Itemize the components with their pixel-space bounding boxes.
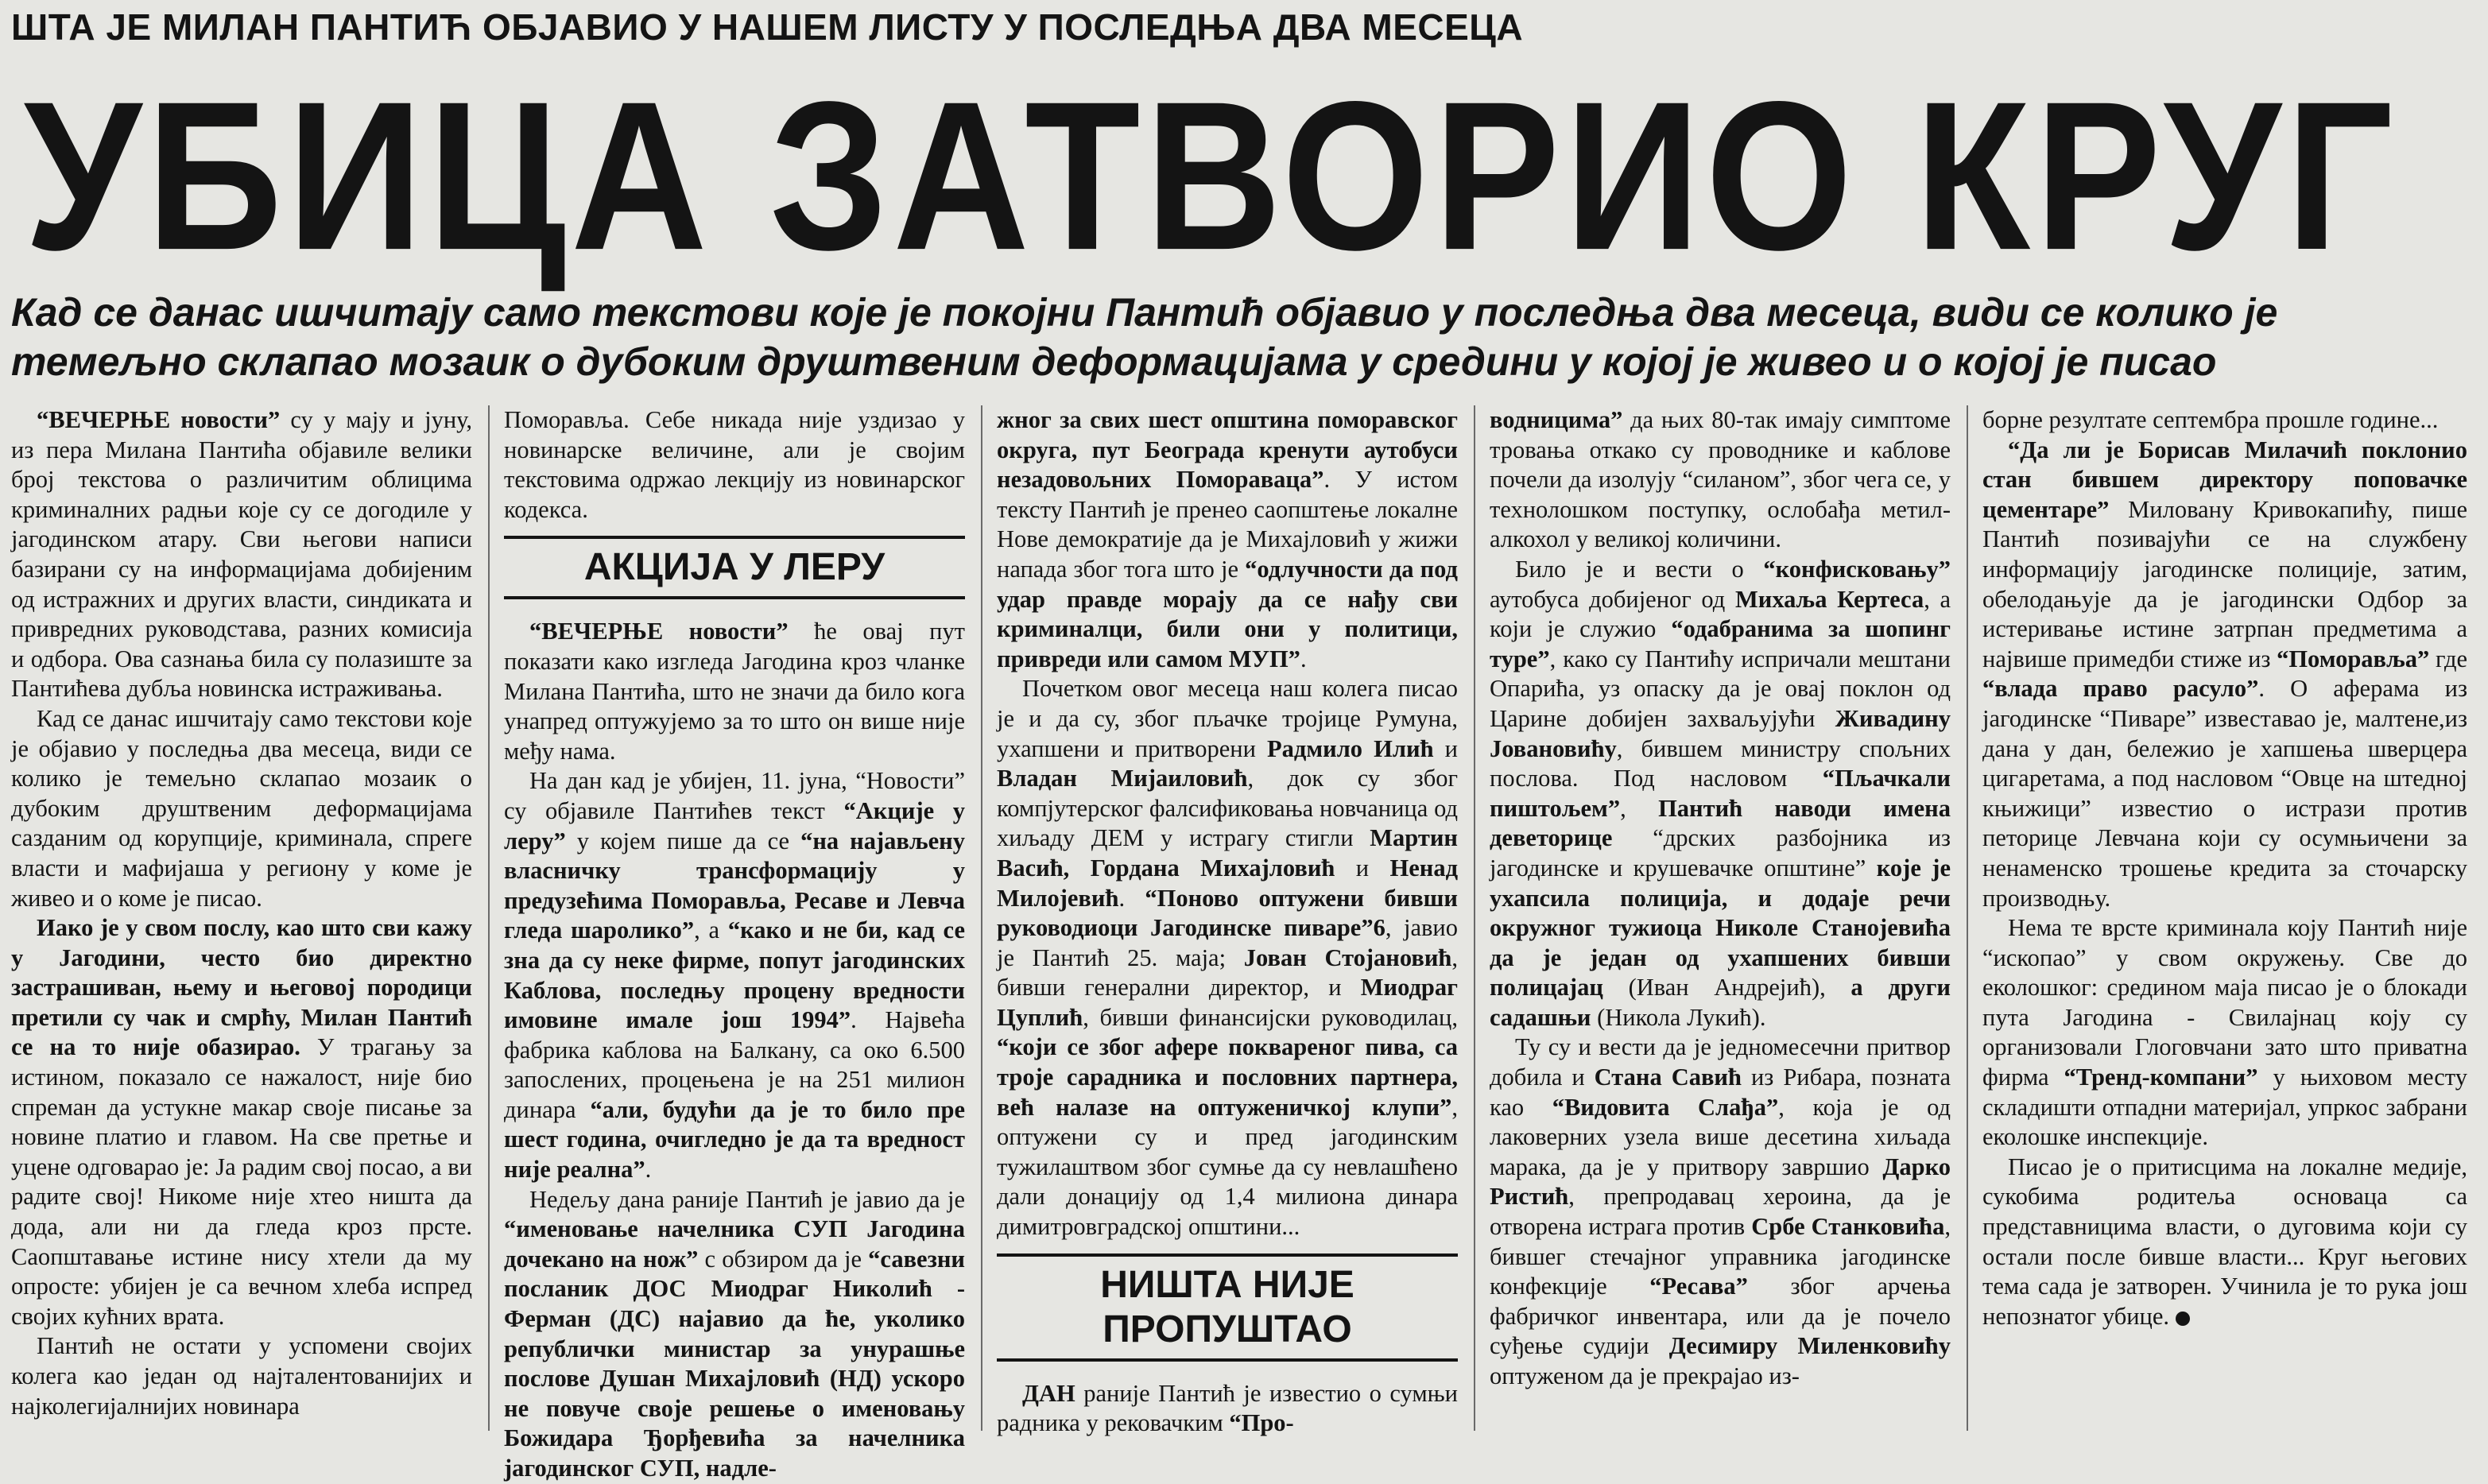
text: Недељу дана раније Пантић је јавио да је	[529, 1185, 965, 1213]
text: ,	[1620, 794, 1659, 822]
bold-text: “савезни посланик ДОС Миодраг Николић - Ферман (ДС) најавио да ће, уколико републички министар за унурашње послове Душан Михајловић (НД) ускоро не повуче своје решење о именовању Божидара Ђорђевића за начелника јагодинског СУП, надле-	[504, 1245, 965, 1482]
text: .	[1118, 884, 1145, 912]
bold-text: “Поморавља”	[2277, 645, 2430, 672]
bold-text: Ненад Милојевић	[997, 854, 1458, 912]
column-rule	[1474, 405, 1475, 1431]
subheading: АКЦИЈА У ЛЕРУ	[504, 536, 965, 599]
bold-text: “Ресава”	[1649, 1273, 1748, 1300]
paragraph: Кад се данас ишчитају само текстови које је објавио у последња два месеца, види се колико је темељно склапао мозаик о дубоким друштвеним деформацијама сазданим од корупције, криминала, спреге власти и мафијаша у региону у коме је живео и о коме је писао.	[11, 704, 472, 912]
paragraph	[504, 617, 965, 766]
text: .	[1300, 645, 1307, 672]
bold-text: Стана Савић	[1594, 1064, 1742, 1091]
column-rule	[488, 405, 490, 1431]
text: , а	[694, 916, 728, 944]
lead-in: “ВЕЧЕРЊЕ новости”	[529, 618, 789, 645]
paragraph: борне резултате септембра прошле године...	[1982, 406, 2439, 433]
text: (Иван Андрејић),	[1602, 974, 1851, 1002]
bold-text: жног за свих шест општина поморавског округа, пут Београда кренути аутобуси незадовољних Поморавaца”	[997, 406, 1458, 494]
bold-text: “Пљачкали пиштољем”	[1490, 765, 1951, 822]
lead-in: ДАН	[1022, 1379, 1075, 1407]
text: , како су Пантићу испричали мештани Опарића, уз опаску да је овај поклон од Царине добијен захваљујући	[1490, 645, 1951, 732]
paragraph-text: ће овај пут показати како изгледа Јагодина кроз чланке Милана Пантића, што не значи да било кога унапред оптужујемо за то што он више није међу нама.	[504, 618, 965, 765]
paragraph	[11, 913, 472, 1331]
bold-text: “одабранима за шопинг туре”	[1490, 615, 1951, 672]
text: , оптужени су и пред јагодинским тужилаштвом због сумње да су невлашћено дали донацију од 1,4 милиона динара димитровградској општини...	[997, 1093, 1458, 1241]
text: и	[1433, 734, 1458, 762]
text: , јавио је Пантић 25. маја;	[997, 914, 1458, 971]
text: Почетком овог месеца наш колега писао је и да су, због пљачке тројице Румуна, ухапшени и притворени	[997, 675, 1458, 762]
paragraph	[504, 766, 965, 1184]
bold-text: а други садашњи	[1490, 974, 1951, 1031]
paragraph	[997, 1379, 1458, 1439]
bold-text: Михаља Кертеса	[1734, 585, 1924, 613]
bold-text: “Да ли је Борисав Милачић поклонио стан бившем директору поповачке цементаре”	[1982, 436, 2467, 523]
text: “дрских разбојника из јагодинске и крушевачке општине”	[1490, 824, 1951, 881]
text: раније Пантић је известио о сумњи радника у рековачким	[997, 1379, 1458, 1437]
text: . Највећа фабрика каблова на Балкану, са око 6.500 запослених, процењена је на 251 милион динара	[504, 1006, 965, 1123]
subheading: НИШТА НИЈЕ ПРОПУШТАО	[997, 1253, 1458, 1362]
text: , бивши генерални директор, и	[997, 943, 1458, 1002]
bold-text: Мартин Васић, Гордана Михајловић	[997, 824, 1458, 881]
text: аутобуса добијеног од	[1490, 585, 1735, 613]
bold-text: “али, будући да је то било пре шест година, очигледно је да та вредност није реална”	[504, 1095, 965, 1184]
bold-text: Живадину Јовановићу	[1490, 704, 1951, 762]
column-1	[11, 405, 472, 1431]
text: Миловану Кривокапићу, пише Пантић позивајући се на службену информацију јагодинске полиције, затим, обелодањује да је јагодински Одбор за истеривање истине затрпан предметима а највише примедби стиже из	[1982, 495, 2467, 672]
paragraph-text: У трагању за истином, показало се нажалост, није био спреман да устукне макар своје писање за новине платио и главом. На све претње и уцене одговарао је: Ја радим свој посао, а ви радите свој! Никоме није хтео ништа да дода, али ни да гледа кроз прсте. Саопштавање истине нису хтели да му опросте: убијен је са вечном хлеба испред својих кућних врата.	[11, 1033, 473, 1330]
text: . О аферама из јагодинске “Пиваре” известавао је, малтене,из дана у дан, бележио је хапшења шверцера цигаретама, а под насловом “Овце на штедној књижици” известио о истрази против петорице Левчана који су осумњичени за ненаменско трошење кредита за сточарску производњу.	[1982, 675, 2468, 912]
text: , бившег стечајног управника јагодинске конфекције	[1490, 1213, 1951, 1300]
text: Било је и вести о	[1515, 555, 1764, 583]
paragraph-text: су у мају и јуну, из пера Милана Пантића објавиле велики број текстова о различитим облицима криминалних радњи које су се догодиле у јагодинском атару. Сви његови написи базирани су на информацијама добијеним од истражних и других власти, синдиката и привредних руководстава, разних комисија и одбора. Ова сазнања била су полазиште за Пантићева дубља новинска истраживања.	[11, 406, 472, 703]
bold-text: Иако је у свом послу, као што сви кажу у Јагодини, често био директно застрашиван, њему и његовој породици претили су чак и смрћу, Милан Пантић се на то није обазирао.	[11, 914, 472, 1061]
lead-in: “ВЕЧЕРЊЕ новости”	[37, 406, 281, 433]
bold-text: Пантић наводи имена деветорице	[1490, 794, 1951, 852]
text: и	[1335, 854, 1390, 881]
bold-text: водницима”	[1490, 406, 1623, 433]
column-4	[1490, 405, 1951, 1431]
text: , бивши финансијски руководилац,	[1083, 1003, 1458, 1031]
bold-text: Десимиру Миленковићу	[1668, 1332, 1951, 1360]
text: На дан кад је убијен, 11. јуна, “Новости” су објавиле Пантићев текст	[504, 767, 965, 824]
text: у којем пише да се	[565, 827, 801, 854]
column-2	[504, 405, 965, 1482]
paragraph	[1982, 913, 2467, 1153]
kicker-line: ШТА ЈЕ МИЛАН ПАНТИЋ ОБЈАВИО У НАШЕМ ЛИСТУ У ПОСЛЕДЊА ДВА МЕСЕЦА	[11, 6, 1524, 48]
text: Ту су и вести да је једномесечни притвор добила и	[1490, 1033, 1951, 1091]
bold-text: “Акције у леру”	[504, 796, 965, 854]
text: Нема те врсте криминала коју Пантић није “ископао” у свом окружењу. Све до еколошког: средином маја писао је о блокади пута Јагодина - Свилајнац коју су организовали Глоговчани зато што приватна фирма	[1982, 914, 2467, 1091]
bold-text: “Тренд-компани”	[2064, 1064, 2258, 1091]
text: , препродавац хероина, да је отворена истрага против	[1490, 1183, 1951, 1241]
text: , бившем министру спољних послова. Под насловом	[1490, 734, 1951, 792]
bold-text: “одлучности да под удар правде морају да се нађу сви криминалци, били они у политици, привреди или самом МУП”	[997, 555, 1458, 672]
text: .	[645, 1156, 652, 1184]
text: у њиховом месту складишти отпадни материјал, упркос забрани еколошке инспекције.	[1982, 1064, 2467, 1151]
text: Писао је о притисцима на локалне медије, сукобима родитеља основаца са представницима власти, о дуговима који су остали после бивше власти... Круг његових тема сада је затворен. Учинила је то рука још непознатог убице.	[1982, 1153, 2467, 1330]
bold-text: Радмило Илић	[1267, 734, 1434, 762]
bold-text: “који се због афере поквареног пива, са троје сарадника и пословних партнера, већ налазе на оптуженичкој клупи”	[997, 1033, 1458, 1121]
bold-text: “именовање начелника СУП Јагодина дочекано на нож”	[504, 1215, 965, 1273]
article-body	[0, 405, 2488, 1482]
paragraph: Пантић не остати у успомени својих колега као један од најталентованијих и најколегијалнијих новинара	[11, 1332, 472, 1420]
paragraph	[11, 405, 472, 704]
headline: УБИЦА ЗАТВОРИО КРУГ	[24, 58, 2398, 295]
paragraph	[1982, 1153, 2467, 1332]
bold-text: које је ухапсила полиција, и додаје речи окружног тужиоца Николе Станојевића да је један од ухапшених бивши полицајац	[1490, 854, 1951, 1002]
text: из Рибара, позната као	[1490, 1064, 1951, 1121]
bold-text: “Поново оптужени бивши руководиоци Јагодинске пиваре”6	[997, 884, 1458, 942]
bold-text: “на најављену власничку трансформацију у предузећима Поморавља, Ресаве и Левча гледа шаролико”	[504, 827, 965, 944]
text: оптуженом да је прекрајао из-	[1490, 1362, 1800, 1389]
bold-text: Србе Станковића	[1751, 1213, 1945, 1241]
deck: Кад се данас ишчитају само текстови које је покојни Пантић објавио у последња два месеца, види се колико је темељно склапао мозаик о дубоким друштвеним деформацијама у средини у којој је живео и о којој је писао	[11, 290, 2278, 384]
paragraph	[1490, 1033, 1951, 1391]
text: с обзиром да је	[698, 1245, 869, 1273]
end-mark-icon	[2176, 1312, 2190, 1326]
bold-text: Дарко Ристић	[1490, 1153, 1951, 1211]
bold-text: Јован Стојановић	[1243, 943, 1452, 971]
column-5	[1982, 405, 2467, 1431]
paragraph	[504, 1185, 965, 1484]
text: због арчења фабричког инвентара, или да је почело суђење судији	[1490, 1273, 1951, 1360]
paragraph	[1490, 405, 1951, 555]
text: , док су због компјутерског фалсификовања новчаница од хиљаду ДЕМ у истрагу стигли	[997, 765, 1458, 852]
column-rule	[981, 405, 982, 1431]
bold-text: “Про-	[1229, 1409, 1294, 1437]
paragraph	[1490, 555, 1951, 1033]
paragraph	[997, 405, 1458, 674]
column-rule	[1967, 405, 1968, 1431]
bold-text: “како и не би, кад се зна да су неке фирме, попут јагодинских Каблова, последњу процену вредности имовине имале још 1994”	[504, 916, 965, 1034]
paragraph: Поморавља. Себе никада није уздизао у новинарске величине, али је својим текстовима одржао лекцију из новинарског кодекса.	[504, 406, 965, 523]
text: . У истом тексту Пантић је пренео саопштење локалне Нове демократије да је Михајловић у жижи напада због тога што је	[997, 466, 1458, 583]
bold-text: Миодраг Цуплић	[997, 974, 1458, 1031]
bold-text: “влада право расуло”	[1982, 675, 2259, 703]
text: (Никола Лукић).	[1591, 1003, 1766, 1031]
bold-text: Владан Мијаиловић	[997, 765, 1248, 792]
bold-text: “Видовита Слађа”	[1552, 1093, 1779, 1121]
paragraph	[997, 674, 1458, 1242]
text: где	[2429, 645, 2467, 672]
text: , а који је служио	[1490, 585, 1951, 643]
text: , која је од лаковерних узела више десетина хиљада марака, да је у притвору завршио	[1490, 1093, 1951, 1180]
bold-text: “конфисковању”	[1763, 555, 1951, 583]
column-3	[997, 405, 1458, 1437]
paragraph	[1982, 436, 2467, 914]
text: да њих 80-так имају симптоме тровања откако су проводнике и каблове почели да изолују “силаном”, због чега се, у технолошком поступку, ослобађа метил-алкохол у великој количини.	[1490, 406, 1951, 553]
